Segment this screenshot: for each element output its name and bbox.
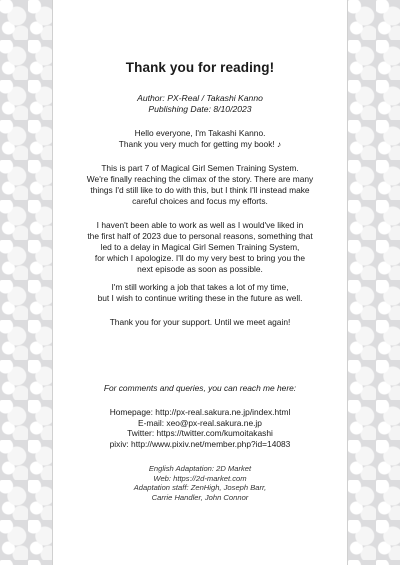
credit-line: English Adaptation: 2D Market [148,464,252,473]
publication-meta [53,93,347,115]
credit-line: Adaptation staff: ZenHigh, Joseph Barr, [133,483,267,493]
contact-list [53,407,347,449]
page-title: Thank you for reading! [125,60,275,75]
paragraph-job [61,282,339,304]
author-line: Author: PX-Real / Takashi Kanno [137,93,263,103]
paragraph-part-info [61,163,339,207]
email-link[interactable]: E-mail: xeo@px-real.sakura.ne.jp [138,417,262,428]
text-line: Thank you very much for getting my book! ♪ [118,139,282,149]
credit-line: Carrie Handler, John Connor [151,492,249,502]
text-line: I haven't been able to work as well as I would've liked in [96,220,304,230]
decorative-border-right [348,0,400,565]
paragraph-apology [61,220,339,275]
homepage-link[interactable]: Homepage: http://px-real.sakura.ne.jp/index.html [109,407,291,417]
paragraph-greeting [61,128,339,150]
text-line: but I wish to continue writing these in the future as well. [97,293,303,303]
credit-web-link[interactable]: Web: https://2d-market.com [153,473,247,483]
text-line: I'm still working a job that takes a lot of my time, [111,282,289,292]
text-line: Thank you for your support. Until we meet again! [109,317,291,327]
contact-heading: For comments and queries, you can reach me here: [103,383,297,393]
paragraph-thanks [61,317,339,328]
text-line: Hello everyone, I'm Takashi Kanno. [134,128,266,138]
translation-credits [53,464,347,502]
text-line: the first half of 2023 due to personal reasons, something that [87,231,313,241]
text-line: next episode as soon as possible. [137,264,263,274]
twitter-link[interactable]: Twitter: https://twitter.com/kumoitakashi [127,428,273,439]
decorative-border-left [0,0,52,565]
text-line: careful choices and focus my efforts. [132,196,268,206]
text-line: We're finally reaching the climax of the story. There are many [86,174,314,184]
publishing-date: Publishing Date: 8/10/2023 [148,104,252,114]
pixiv-link[interactable]: pixiv: http://www.pixiv.net/member.php?id=14083 [109,438,291,449]
afterword-page [52,0,348,565]
text-line: things I'd still like to do with this, but I think I'll instead make [90,185,310,195]
text-line: for which I apologize. I'll do my very best to bring you the [94,253,306,263]
text-line: This is part 7 of Magical Girl Semen Training System. [101,163,299,173]
text-line: led to a delay in Magical Girl Semen Training System, [100,242,300,252]
